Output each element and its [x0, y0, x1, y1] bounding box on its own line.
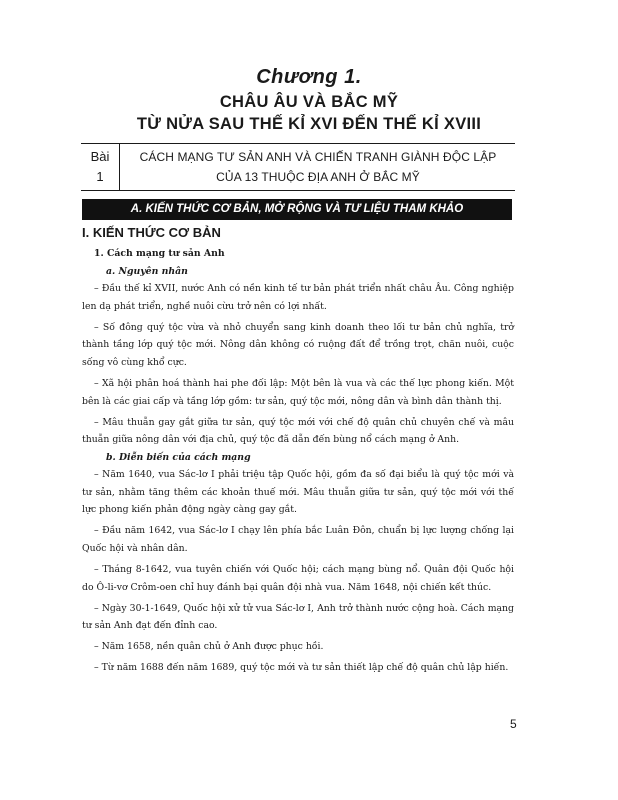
events-paragraph: – Từ năm 1688 đến năm 1689, quý tộc mới và tư sản thiết lập chế độ quân chủ lập hiến.	[94, 662, 509, 674]
lesson-header	[81, 143, 515, 191]
section-heading: I. KIẾN THỨC CƠ BẢN	[82, 225, 221, 240]
page-number: 5	[510, 717, 517, 731]
events-paragraph: – Ngày 30-1-1649, Quốc hội xử tử vua Sác-lơ I, Anh trở thành nước cộng hoà. Cách mạng tư sản Anh đạt đến đỉnh cao.	[82, 602, 514, 632]
causes-heading: a. Nguyên nhân	[106, 265, 188, 277]
body-text	[82, 245, 514, 677]
causes-paragraph: – Số đông quý tộc vừa và nhỏ chuyển sang kinh doanh theo lối tư bản chủ nghĩa, trở thành tầng lớp quý tộc mới. Nông dân không có ruộng đất để trồng trọt, chăn nuôi, cuộc sống vô cùng khổ cực.	[82, 321, 514, 368]
lesson-word: Bài	[90, 149, 110, 164]
events-heading: b. Diễn biến của cách mạng	[106, 451, 251, 463]
lesson-title-line2: CỦA 13 THUỘC ĐỊA ANH Ở BẮC MỸ	[216, 170, 420, 184]
events-paragraph: – Năm 1640, vua Sác-lơ I phải triệu tập Quốc hội, gồm đa số đại biểu là quý tộc mới và tư sản, nhằm tăng thêm các khoản thuế mới. Mâu thuẫn giữa tư sản, quý tộc mới với thế lực phong kiến phản động ngày càng gay gắt.	[82, 469, 514, 516]
lesson-number: 1	[96, 169, 104, 184]
causes-paragraph: – Đầu thế kỉ XVII, nước Anh có nền kinh tế tư bản phát triển nhất châu Âu. Công nghiệp len dạ phát triển, nghề nuôi cừu trở nên có lợi nhất.	[82, 283, 514, 312]
chapter-title-line1: CHÂU ÂU VÀ BẮC MỸ	[219, 93, 399, 111]
causes-paragraph: – Mâu thuẫn gay gắt giữa tư sản, quý tộc mới với chế độ quân chủ chuyên chế và mâu thuẫn giữa nông dân với địa chủ, quý tộc đã dẫn đến bùng nổ cách mạng ở Anh.	[82, 416, 514, 446]
events-paragraph: – Đầu năm 1642, vua Sác-lơ I chạy lên phía bắc Luân Đôn, chuẩn bị lực lượng chống lại Quốc hội và nhân dân.	[82, 525, 514, 555]
lesson-title	[121, 147, 515, 187]
section-banner: A. KIẾN THỨC CƠ BẢN, MỞ RỘNG VÀ TƯ LIỆU THAM KHẢO	[82, 199, 512, 220]
causes-paragraph: – Xã hội phân hoá thành hai phe đối lập: Một bên là vua và các thế lực phong kiến. Một bên là các giai cấp và tầng lớp gồm: tư sản, quý tộc mới, nông dân và bình dân thành thị.	[82, 377, 514, 407]
events-paragraph: – Năm 1658, nền quân chủ ở Anh được phục hồi.	[94, 641, 324, 653]
lesson-title-line1: CÁCH MẠNG TƯ SẢN ANH VÀ CHIẾN TRANH GIÀNH ĐỘC LẬP	[139, 150, 497, 164]
chapter-label: Chương 1.	[256, 66, 362, 88]
subsection-heading: 1. Cách mạng tư sản Anh	[94, 248, 225, 259]
events-paragraph: – Tháng 8-1642, vua tuyên chiến với Quốc hội; cách mạng bùng nổ. Quân đội Quốc hội do Ô-li-vơ Crôm-oen chỉ huy đánh bại quân đội nhà vua. Năm 1648, nội chiến kết thúc.	[82, 564, 514, 593]
chapter-title-line2: TỪ NỬA SAU THẾ KỈ XVI ĐẾN THẾ KỈ XVIII	[136, 115, 482, 133]
lesson-number-box	[81, 144, 120, 190]
